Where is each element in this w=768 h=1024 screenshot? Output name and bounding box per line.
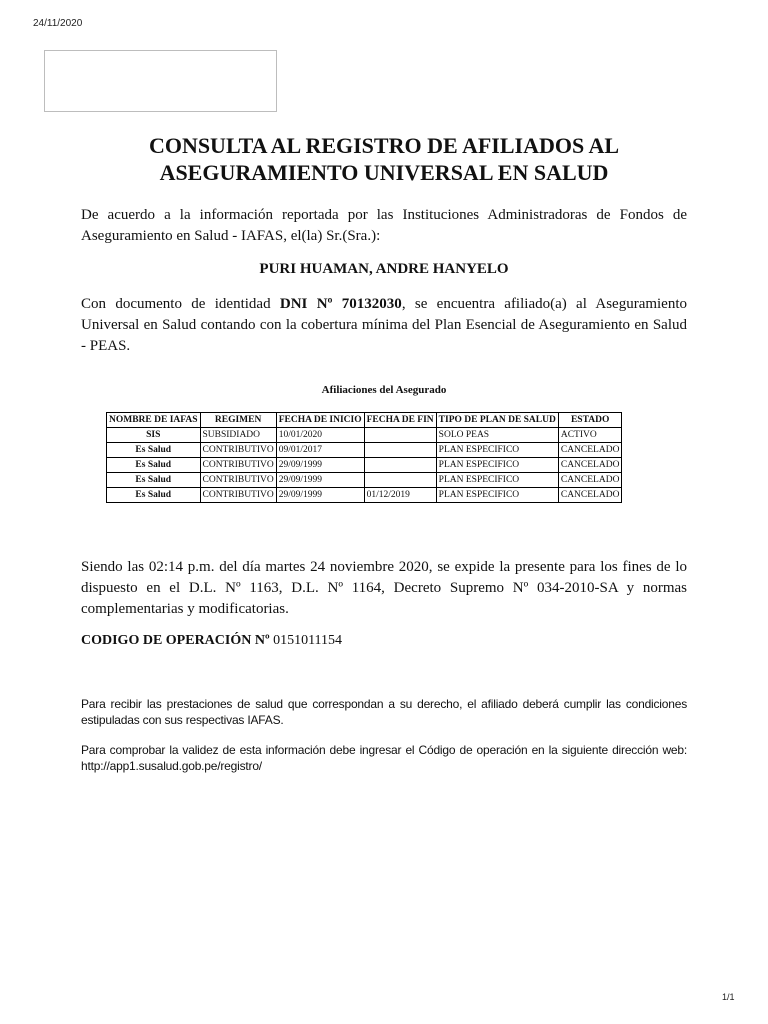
operation-code	[81, 633, 342, 649]
header-start-date: FECHA DE INICIO	[276, 413, 364, 428]
identity-paragraph	[81, 294, 687, 357]
header-iafas: NOMBRE DE IAFAS	[107, 413, 201, 428]
cell-start-date: 09/01/2017	[276, 443, 364, 458]
identity-prefix: Con documento de identidad	[81, 296, 280, 312]
cell-plan-type: PLAN ESPECIFICO	[436, 488, 558, 503]
cell-regimen: CONTRIBUTIVO	[200, 488, 276, 503]
cell-regimen: CONTRIBUTIVO	[200, 443, 276, 458]
cell-iafas: Es Salud	[107, 488, 201, 503]
cell-status: CANCELADO	[558, 488, 622, 503]
table-row	[107, 488, 622, 503]
affiliate-name: PURI HUAMAN, ANDRE HANYELO	[259, 261, 509, 277]
intro-paragraph: De acuerdo a la información reportada por las Instituciones Administradoras de Fondos de Aseguramiento en Salud - IAFAS, el(la) Sr.(Sra.):	[81, 207, 687, 244]
table-row	[107, 428, 622, 443]
title-line-1: CONSULTA AL REGISTRO DE AFILIADOS AL	[148, 133, 620, 158]
header-end-date: FECHA DE FIN	[364, 413, 436, 428]
cell-start-date: 29/09/1999	[276, 488, 364, 503]
cell-end-date	[364, 458, 436, 473]
identity-suffix: , se encuentra afiliado(a) al Aseguramiento Universal en Salud contando con la cobertura mínima del Plan Esencial de Aseguramiento en Salud - PEAS.	[81, 296, 688, 354]
table-row	[107, 443, 622, 458]
cell-plan-type: PLAN ESPECIFICO	[436, 443, 558, 458]
cell-iafas: Es Salud	[107, 473, 201, 488]
dni-label: DNI Nº 70132030	[279, 296, 402, 312]
logo-placeholder	[44, 50, 277, 112]
header-status: ESTADO	[558, 413, 622, 428]
cell-status: CANCELADO	[558, 443, 622, 458]
table-header-row	[107, 413, 622, 428]
page-number: 1/1	[722, 992, 735, 1002]
cell-start-date: 10/01/2020	[276, 428, 364, 443]
table-row	[107, 473, 622, 488]
cell-plan-type: PLAN ESPECIFICO	[436, 458, 558, 473]
affiliations-table-title: Afiliaciones del Asegurado	[321, 384, 447, 396]
affiliations-table	[106, 412, 622, 503]
title-line-2: ASEGURAMIENTO UNIVERSAL EN SALUD	[159, 160, 609, 185]
cell-plan-type: SOLO PEAS	[436, 428, 558, 443]
table-row	[107, 458, 622, 473]
cell-end-date	[364, 473, 436, 488]
cell-plan-type: PLAN ESPECIFICO	[436, 473, 558, 488]
document-title	[80, 132, 688, 186]
cell-start-date: 29/09/1999	[276, 458, 364, 473]
benefits-note: Para recibir las prestaciones de salud que correspondan a su derecho, el afiliado deberá cumplir las condiciones estipuladas con sus respectivas IAFAS.	[81, 697, 687, 727]
cell-end-date: 01/12/2019	[364, 488, 436, 503]
header-plan-type: TIPO DE PLAN DE SALUD	[436, 413, 558, 428]
cell-iafas: Es Salud	[107, 443, 201, 458]
cell-end-date	[364, 428, 436, 443]
cell-regimen: CONTRIBUTIVO	[200, 458, 276, 473]
cell-status: ACTIVO	[558, 428, 622, 443]
cell-start-date: 29/09/1999	[276, 473, 364, 488]
print-date: 24/11/2020	[33, 18, 83, 29]
cell-status: CANCELADO	[558, 473, 622, 488]
cell-regimen: SUBSIDIADO	[200, 428, 276, 443]
cell-status: CANCELADO	[558, 458, 622, 473]
operation-code-label: CODIGO DE OPERACIÓN Nº	[81, 633, 270, 648]
issuance-paragraph: Siendo las 02:14 p.m. del día martes 24 noviembre 2020, se expide la presente para los fines de lo dispuesto en el D.L. Nº 1163, D.L. Nº 1164, Decreto Supremo Nº 034-2010-SA y normas complementarias y modificatorias.	[81, 559, 687, 617]
operation-code-value: 0151011154	[273, 633, 343, 648]
validation-note: Para comprobar la validez de esta información debe ingresar el Código de operación en la siguiente dirección web: http://app1.susalud.gob.pe/registro/	[81, 743, 687, 773]
cell-iafas: Es Salud	[107, 458, 201, 473]
cell-iafas: SIS	[107, 428, 201, 443]
header-regimen: REGIMEN	[200, 413, 276, 428]
cell-end-date	[364, 443, 436, 458]
cell-regimen: CONTRIBUTIVO	[200, 473, 276, 488]
